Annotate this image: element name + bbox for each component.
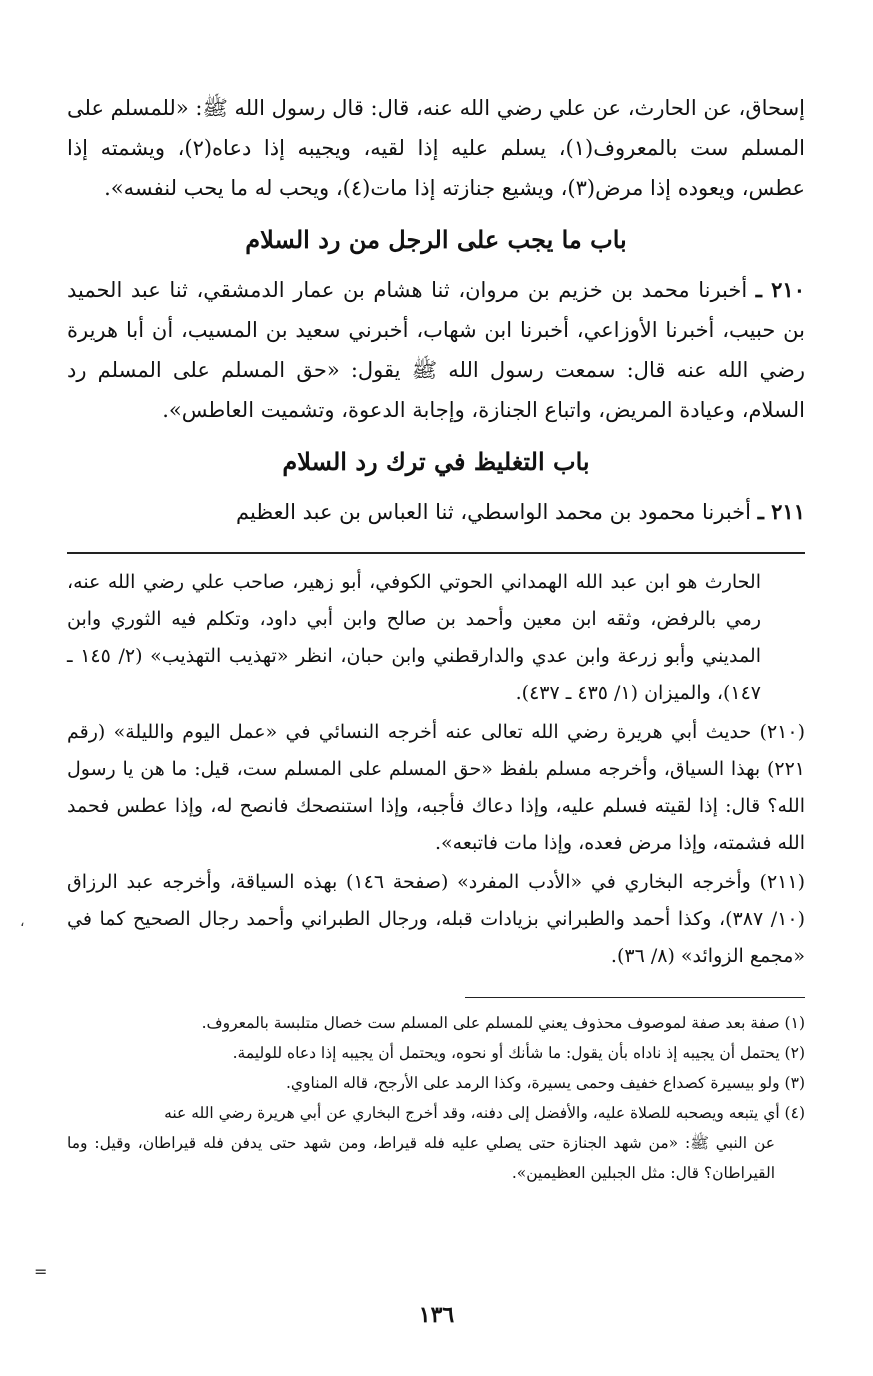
footnote-4: (٤) أي يتبعه ويصحبه للصلاة عليه، والأفضل إلى دفنه، وقد أخرج البخاري عن أبي هريرة رضي الله عنه	[164, 1104, 805, 1122]
footnote-1: (١) صفة بعد صفة لموصوف محذوف يعني للمسلم على المسلم ست خصال متلبسة بالمعروف.	[201, 1014, 805, 1032]
note-continuation: الحارث هو ابن عبد الله الهمداني الحوتي الكوفي، أبو زهير، صاحب علي رضي الله عنه، رمي بالرفض، وثقه ابن معين وأحمد بن صالح وابن أبي داود، وتكلم فيه الثوري وابن المديني وأبو زرعة وابن عدي والدارقطني وابن حبان، انظر «تهذيب التهذيب» (٢/ ١٤٥ ـ ١٤٧)، والميزان (١/ ٤٣٥ ـ ٤٣٧).	[67, 571, 761, 704]
footnote-2: (٢) يحتمل أن يجيبه إذ ناداه بأن يقول: ما شأنك أو نحوه، ويحتمل أن يجيبه إذا دعاه للوليمة.	[232, 1044, 805, 1062]
hadith-210-text: أخبرنا محمد بن خزيم بن مروان، ثنا هشام بن عمار الدمشقي، ثنا عبد الحميد بن حبيب، أخبرنا الأوزاعي، أخبرنا ابن شهاب، أخبرني سعيد بن المسيب، أن أبا هريرة رضي الله عنه قال: سمعت رسول الله ﷺ يقول: «حق المسلم على المسلم رد السلام، وعيادة المريض، واتباع الجنازة، وإجابة الدعوة، وتشميت العاطس».	[67, 278, 805, 422]
hadith-211-text: أخبرنا محمود بن محمد الواسطي، ثنا العباس بن عبد العظيم	[236, 500, 751, 524]
note-211: (٢١١) وأخرجه البخاري في «الأدب المفرد» (صفحة ١٤٦) بهذه السياقة، وأخرجه عبد الرزاق (١٠/ ٣٨٧)، وكذا أحمد والطبراني بزيادات قبله، ورجال الطبراني وأحمد رجال الصحيح كما في «مجمع الزوائد» (٨/ ٣٦).	[67, 871, 805, 967]
hadith-211	[67, 492, 805, 532]
margin-mark: ،	[20, 914, 25, 930]
paragraph-top: إسحاق، عن الحارث، عن علي رضي الله عنه، قال: قال رسول الله ﷺ: «للمسلم على المسلم ست بالمعروف(١)، يسلم عليه إذا لقيه، ويجيبه إذا دعاه(٢)، ويشمته إذا عطس، ويعوده إذا مرض(٣)، ويشيع جنازته إذا مات(٤)، ويحب له ما يحب لنفسه».	[67, 96, 805, 200]
footnote-3: (٣) ولو بيسيرة كصداع خفيف وحمى يسيرة، وكذا الرمد على الأرجح، قاله المناوي.	[286, 1074, 805, 1092]
hadith-number-211: ٢١١ ـ	[757, 499, 805, 524]
footnote-4-continuation: عن النبي ﷺ: «من شهد الجنازة حتى يصلي عليه فله قيراط، ومن شهد حتى يدفن فله قيراطان، وقيل: وما القيراطان؟ قال: مثل الجبلين العظيمين».	[67, 1134, 775, 1182]
hadith-number-210: ٢١٠ ـ	[755, 277, 805, 302]
footnote-separator	[465, 997, 805, 998]
hadith-210	[67, 270, 805, 430]
continuation-mark: =	[34, 1262, 48, 1281]
note-210: (٢١٠) حديث أبي هريرة رضي الله تعالى عنه أخرجه النسائي في «عمل اليوم والليلة» (رقم ٢٢١) بهذا السياق، وأخرجه مسلم بلفظ «حق المسلم على المسلم ست، قيل: ما هن يا رسول الله؟ قال: إذا لقيته فسلم عليه، وإذا دعاك فأجبه، وإذا استنصحك فانصح له، وإذا عطس فحمد الله فشمته، وإذا مرض فعده، وإذا مات فاتبعه».	[67, 721, 805, 854]
page-number: ١٣٦	[418, 1302, 455, 1328]
book-page	[67, 88, 805, 1188]
chapter-heading-2: باب التغليظ في ترك رد السلام	[282, 447, 590, 476]
notes-separator	[67, 552, 805, 554]
chapter-heading-1: باب ما يجب على الرجل من رد السلام	[245, 225, 627, 254]
